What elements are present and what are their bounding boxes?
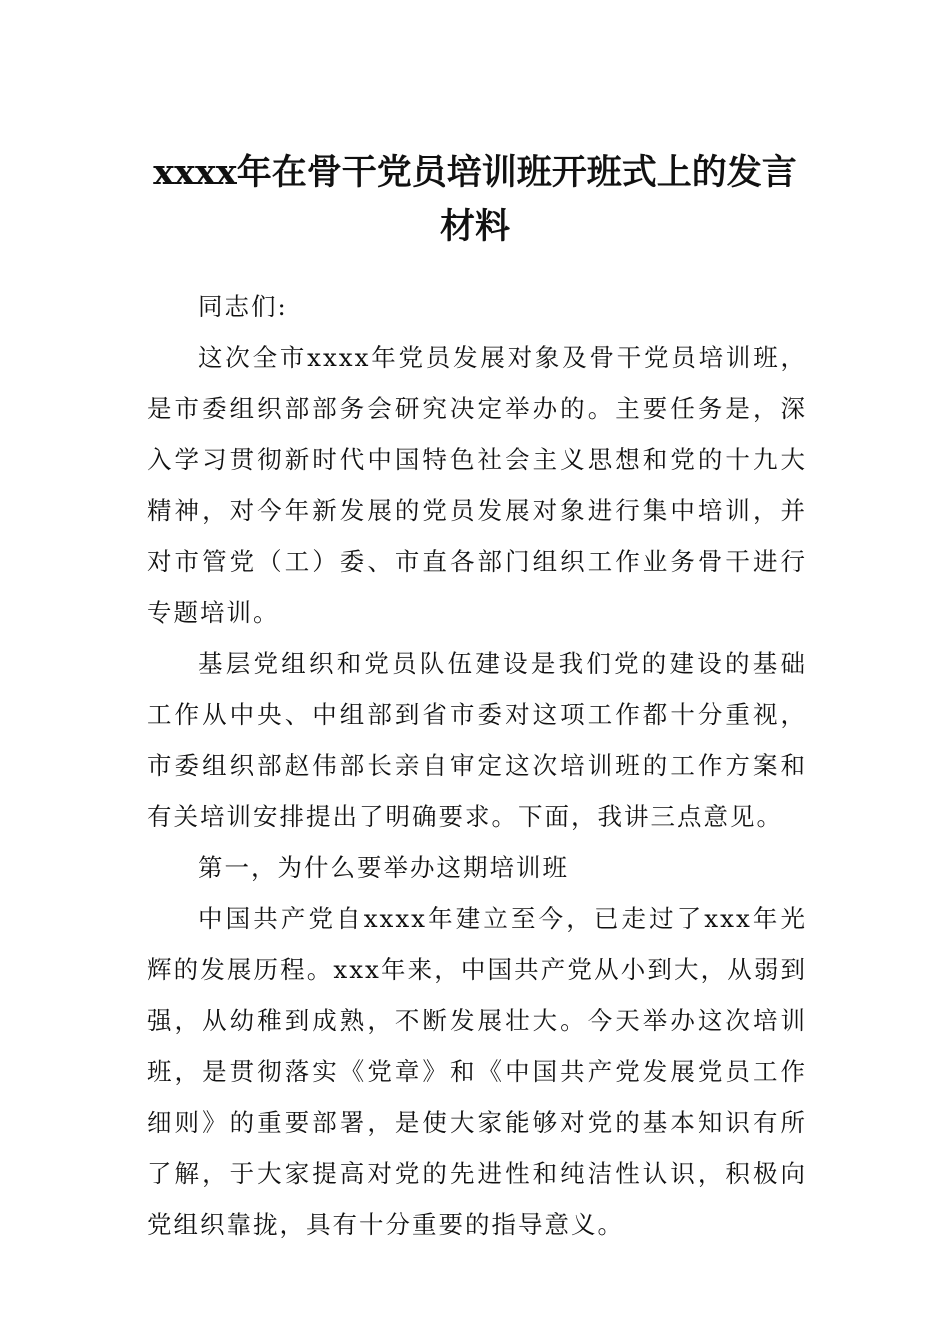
paragraph: 这次全市xxxx年党员发展对象及骨干党员培训班，是市委组织部部务会研究决定举办的。主要任务是，深入学习贯彻新时代中国特色社会主义思想和党的十九大精神，对今年新发展的党员发展对象进行集中培训，并对市管党（工）委、市直各部门组织工作业务骨干进行专题培训。 xyxy=(147,343,807,627)
document-title xyxy=(140,146,810,254)
salutation: 同志们: xyxy=(198,292,288,321)
paragraph: 基层党组织和党员队伍建设是我们党的建设的基础工作从中央、中组部到省市委对这项工作都十分重视，市委组织部赵伟部长亲自审定这次培训班的工作方案和有关培训安排提出了明确要求。下面，我讲三点意见。 xyxy=(147,649,807,831)
title-line-2: 材料 xyxy=(439,206,510,247)
document-body xyxy=(147,281,807,1250)
paragraph: 中国共产党自xxxx年建立至今，已走过了xxx年光辉的发展历程。xxx年来，中国共产党从小到大，从弱到强，从幼稚到成熟，不断发展壮大。今天举办这次培训班，是贯彻落实《党章》和《中国共产党发展党员工作细则》的重要部署，是使大家能够对党的基本知识有所了解，于大家提高对党的先进性和纯洁性认识，积极向党组织靠拢，具有十分重要的指导意义。 xyxy=(147,904,807,1239)
section-heading: 第一，为什么要举办这期培训班 xyxy=(198,853,569,882)
title-line-1: xxxx年在骨干党员培训班开班式上的发言 xyxy=(153,152,797,193)
